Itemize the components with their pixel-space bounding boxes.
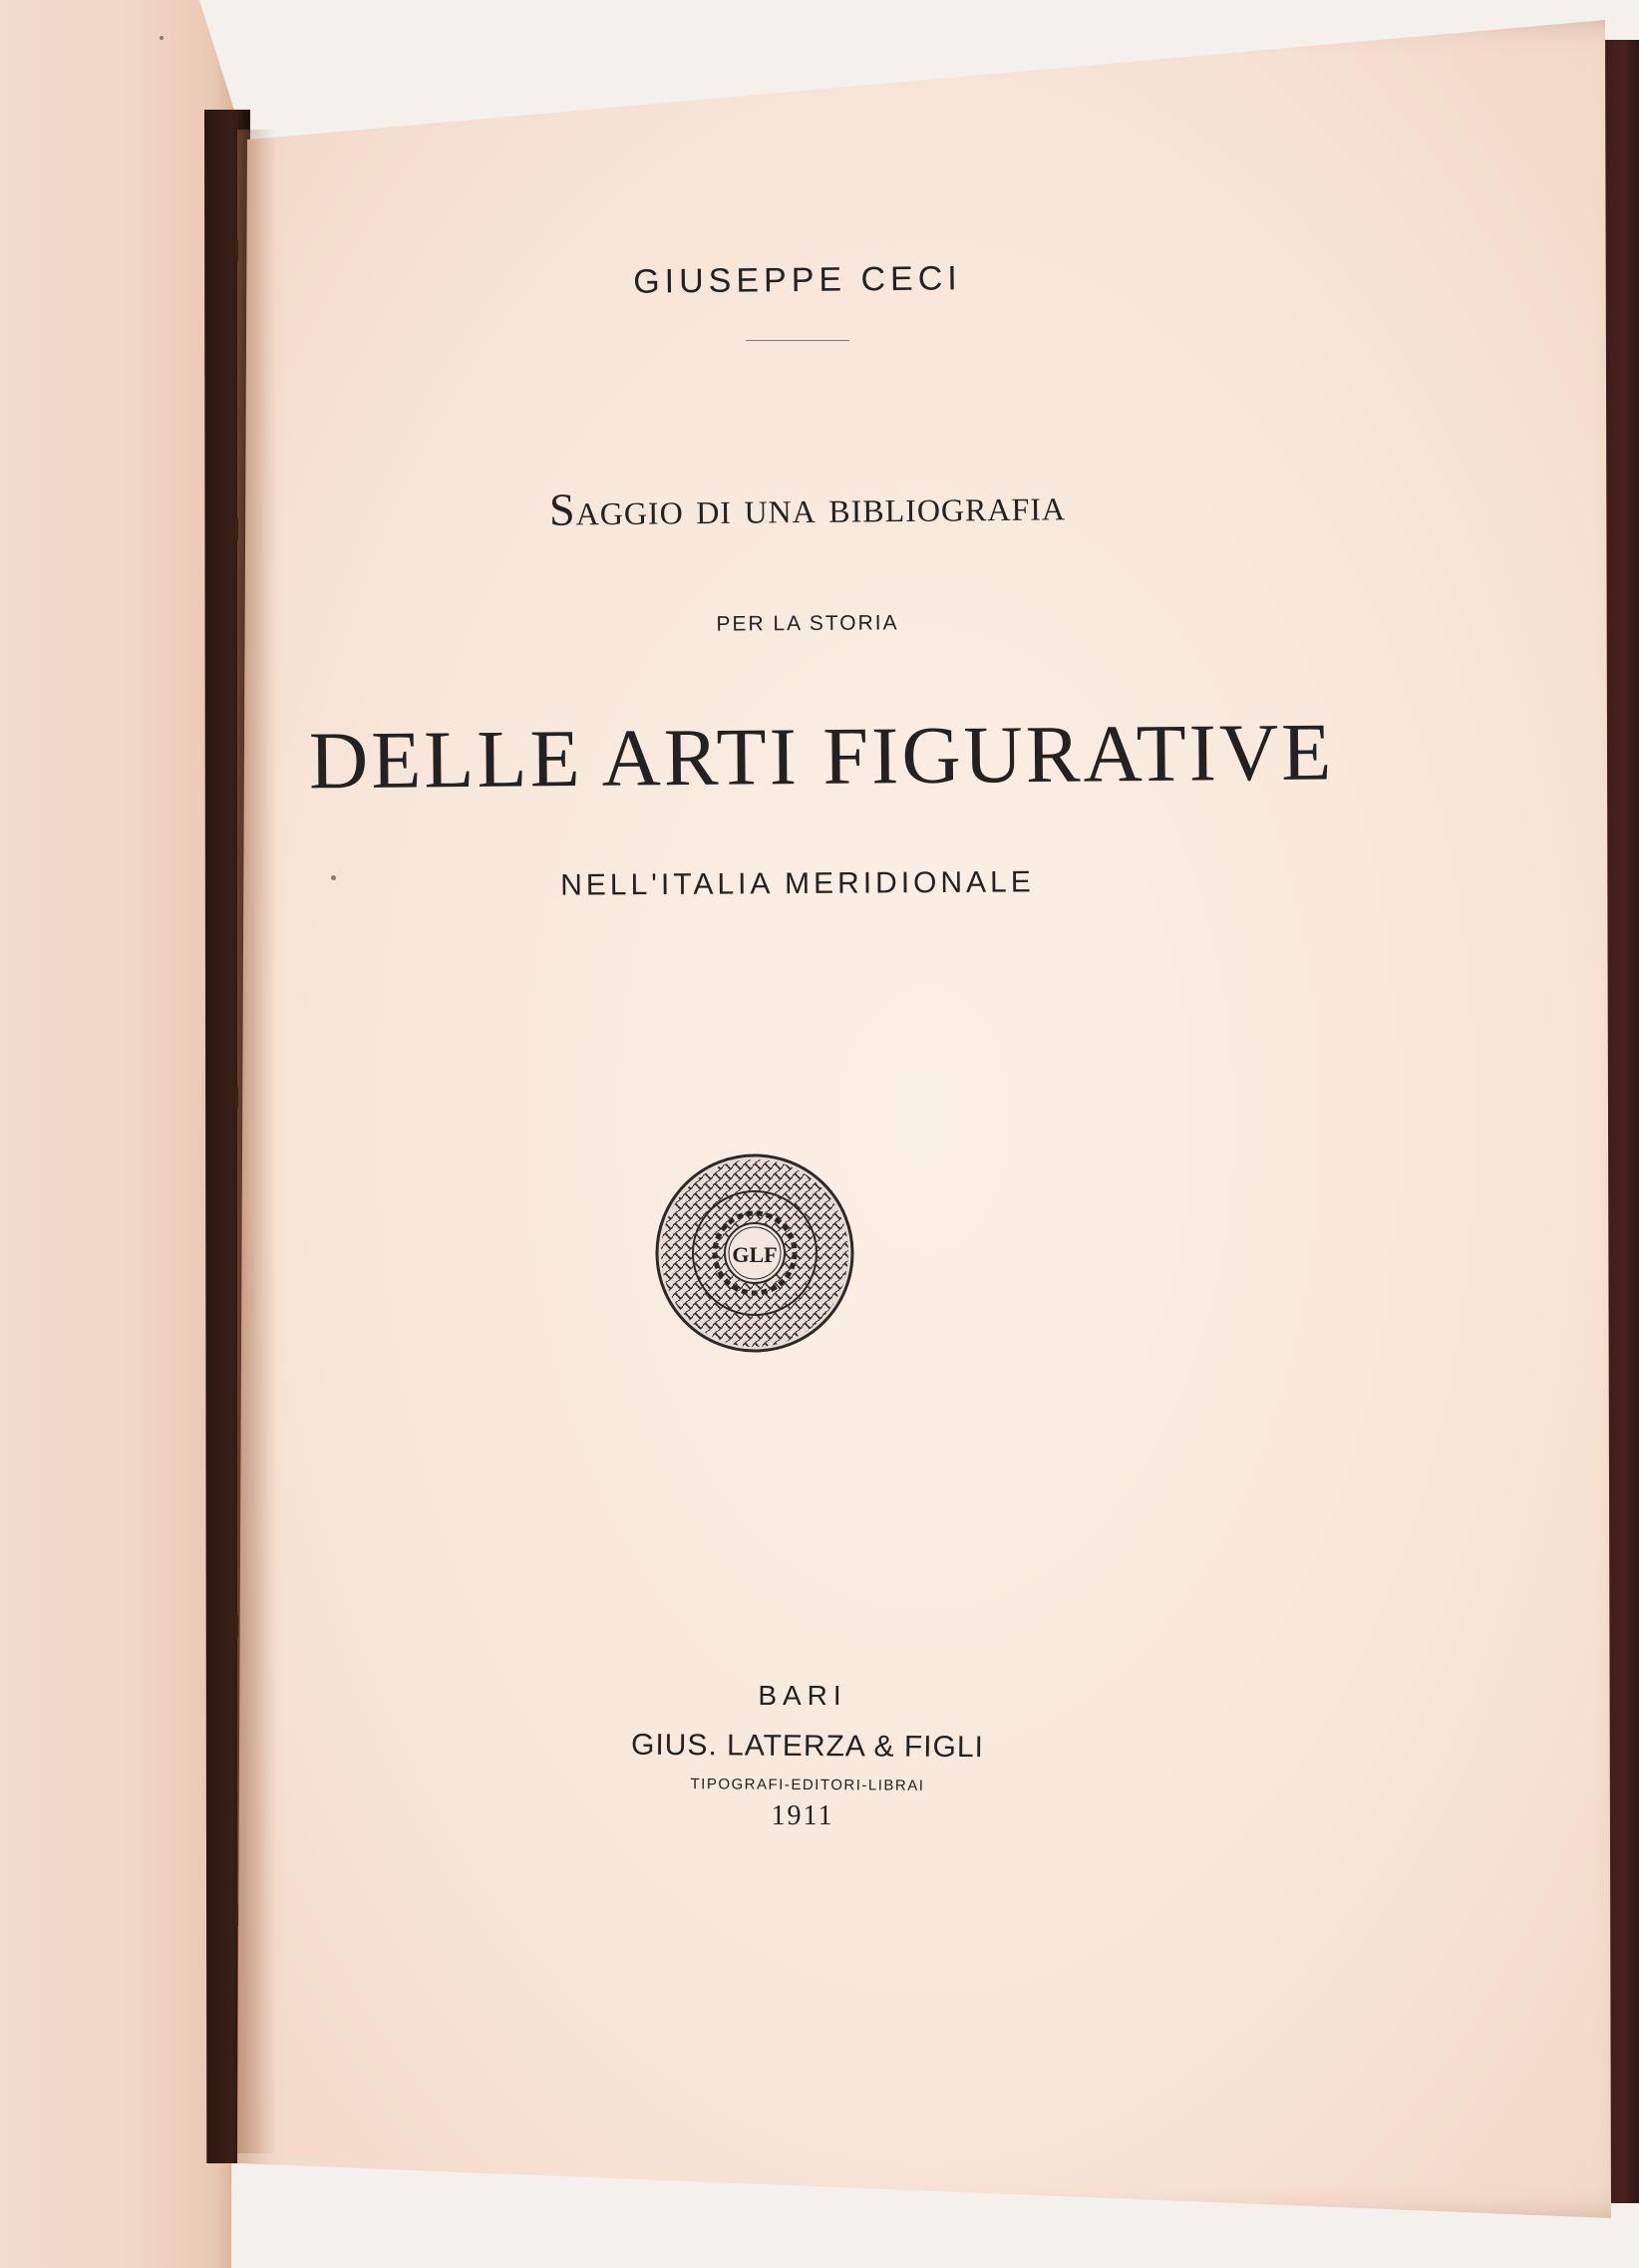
gutter-shadow (237, 130, 277, 2153)
publisher-name: GIUS. LATERZA & FIGLI (630, 1728, 985, 1765)
binding-stitch (235, 518, 238, 540)
title-line-1: Saggio di una bibliografia (548, 479, 1067, 535)
binding-stitch (235, 1904, 238, 1926)
publication-year: 1911 (771, 1800, 834, 1831)
title-line-2: PER LA STORIA (716, 611, 899, 636)
publisher-subtitle: TIPOGRAFI-EDITORI-LIBRAI (690, 1776, 925, 1794)
binding-stitch (235, 1615, 238, 1637)
paper-speck (160, 36, 164, 40)
binding-stitch (235, 239, 238, 261)
binding-stitch (235, 1087, 238, 1109)
publisher-city: BARI (758, 1680, 847, 1711)
paper-speck (331, 875, 336, 880)
title-line-4: NELL'ITALIA MERIDIONALE (560, 865, 1035, 902)
title-main: DELLE ARTI FIGURATIVE (308, 706, 1335, 807)
publisher-emblem-icon (653, 1151, 857, 1356)
author-rule (746, 340, 849, 341)
emblem-monogram: GLF (732, 1242, 778, 1267)
title-page (237, 20, 1613, 2218)
author-name: GIUSEPPE CECI (633, 259, 962, 301)
